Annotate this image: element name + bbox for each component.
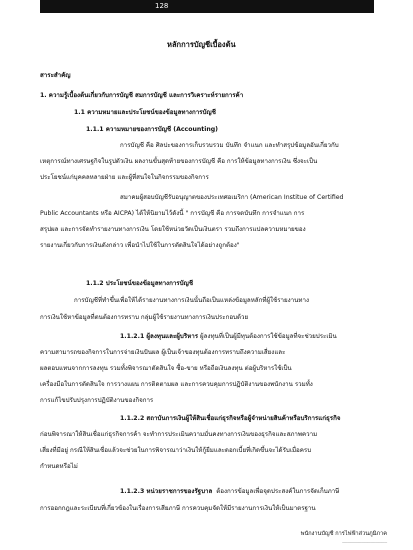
- paragraph-2-line: สมาคมผู้สอบบัญชีรับอนุญาตของประเทศอเมริกา (American Institue of Certified: [120, 194, 344, 201]
- paragraph-4-line: ผู้ลงทุนที่เป็นผู้มีทุนต้องการใช้ข้อมูลที่จะช่วยประเมิน: [200, 333, 337, 340]
- subsection-label-creditors: 1.1.2.2 สถาบันการเงินผู้ให้สินเชื่อแก่ธุรกิจหรือผู้จำหน่ายสินค้าหรือบริการแก่ธุรกิจ: [120, 415, 341, 422]
- paragraph-3-line: การเงินใช้หาข้อมูลที่ตนต้องการทราบ กลุ่มผู้ใช้รายงานทางการเงินประกอบด้วย: [40, 314, 249, 321]
- paragraph-4-line: การแก้ไขปรับปรุงการปฏิบัติงานของกิจการ: [40, 397, 154, 404]
- paragraph-5-line: ก่อนพิจารณาให้สินเชื่อแก่ธุรกิจการค้า จะทำการประเมินความมั่นคงทางการเงินของธุรกิจและสภาพความ: [40, 431, 318, 438]
- section-heading-1-1-1: 1.1.1 ความหมายของการบัญชี (Accounting): [86, 126, 219, 133]
- paragraph-4-line: เครื่องมือในการตัดสินใจ การวางแผน การติดตามผล และการควบคุมการปฏิบัติงานของพนักงาน รวมทั้ง: [40, 381, 313, 388]
- paragraph-6-line: การออกกฎและระเบียบที่เกี่ยวข้องในเรื่องการเสียภาษี การควบคุมจัดให้มีรายงานการเงินให้เป็นมาตรฐาน: [40, 505, 316, 512]
- page-number: 128: [155, 2, 169, 10]
- paragraph-2-line: สรุปผล และการจัดทำรายงานทางการเงิน โดยใช้หน่วยวัดเป็นเงินตรา รวมถึงการแปลความหมายของ: [40, 226, 306, 233]
- section-heading-1-1: 1.1 ความหมายและประโยชน์ของข้อมูลทางการบัญชี: [74, 109, 216, 116]
- page-footer: [301, 531, 387, 542]
- summary-heading: สาระสำคัญ: [40, 72, 71, 79]
- paragraph-3-line: การบัญชีที่ทำขึ้นเพื่อให้ได้รายงานทางการเงินนั้นถือเป็นแหล่งข้อมูลหลักที่ผู้ใช้รายงานทาง: [74, 297, 309, 304]
- paragraph-5-line: เสี่ยงที่มีอยู่ กรณีให้สินเชื่อแล้วจะช่วยในการพิจารณาว่าเงินให้กู้ยืมและดอกเบี้ยที่เกิดขึ้นจะได้รับเมื่อครบ: [40, 447, 312, 454]
- subsection-3-line: [120, 488, 339, 496]
- paragraph-4-line: ความสามารถของกิจการในการจ่ายเงินปันผล ผู้เป็นเจ้าของทุนต้องการทราบถึงความเสี่ยงและ: [40, 349, 286, 356]
- footer-organization: พนักงานบัญชี การไฟฟ้าส่วนภูมิภาค: [300, 531, 387, 537]
- footer-rule: ________________: [342, 537, 387, 543]
- paragraph-5-line: กำหนดหรือไม่: [40, 463, 78, 470]
- document-title: หลักการบัญชีเบื้องต้น: [167, 40, 236, 49]
- paragraph-6-line: ต้องการข้อมูลเพื่อจุดประสงค์ในการจัดเก็บภาษี: [216, 488, 340, 495]
- subsection-label-government: 1.1.2.3 หน่วยราชการของรัฐบาล: [120, 488, 213, 495]
- section-heading-1-1-2: 1.1.2 ประโยชน์ของข้อมูลทางการบัญชี: [86, 280, 194, 287]
- paragraph-1-line: เหตุการณ์ทางเศรษฐกิจในรูปตัวเงิน ผลงานขั้นสุดท้ายของการบัญชี คือ การให้ข้อมูลทางการเงิน ซึ่งจะเป็น: [40, 158, 318, 165]
- paragraph-2-line: Public Accountants หรือ AICPA) ได้ให้นิยามไว้ดังนี้ " การบัญชี คือ การจดบันทึก การจำแนก การ: [40, 210, 305, 217]
- paragraph-1-line: การบัญชี คือ ศิลปะของการเก็บรวบรวม บันทึก จำแนก และทำสรุปข้อมูลอันเกี่ยวกับ: [120, 142, 339, 149]
- paragraph-4-line: ผลตอบแทนจากการลงทุน รวมทั้งพิจารณาตัดสินใจ ซื้อ-ขาย หรือถือเงินลงทุน ต่อผู้บริหารใช้เป็น: [40, 365, 292, 372]
- paragraph-1-line: ประโยชน์แก่บุคคลหลายฝ่าย และผู้ที่สนใจในกิจกรรมของกิจการ: [40, 174, 209, 181]
- subsection-1-line: [120, 333, 337, 341]
- page-number-bar: [40, 0, 374, 13]
- section-heading-1: 1. ความรู้เบื้องต้นเกี่ยวกับการบัญชี สมการบัญชี และการวิเคราะห์รายการค้า: [40, 92, 244, 99]
- subsection-label-investors: 1.1.2.1 ผู้ลงทุนและผู้บริหาร: [120, 333, 199, 340]
- paragraph-2-line: รายงานเกี่ยวกับการเงินดังกล่าว เพื่อนำไปใช้ในการตัดสินใจได้อย่างถูกต้อง": [40, 242, 240, 249]
